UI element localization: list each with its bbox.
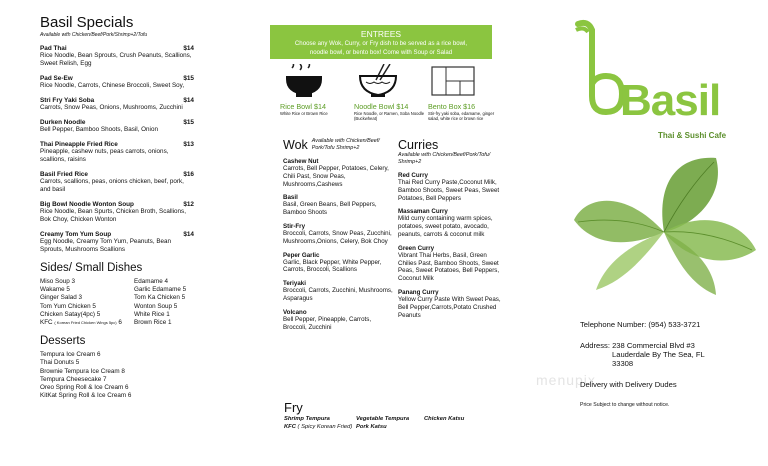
menu-item-description: Carrots, scallions, peas, onions chicken, beef, pork, and basil <box>40 178 184 193</box>
desserts-title: Desserts <box>40 335 86 348</box>
address <box>580 341 756 368</box>
menu-item <box>398 172 502 202</box>
side-item: Edamame 4 <box>134 278 168 285</box>
menu-item <box>283 158 395 188</box>
menu-item-name: Thai Pineapple Fried Rice <box>40 141 118 148</box>
menu-item <box>283 280 395 303</box>
menu-item-description: Carrots, Snow Peas, Onions, Mushrooms, Zucchini <box>40 104 183 111</box>
menu-item-header <box>398 208 502 215</box>
menu-item-price: $14 <box>183 97 194 104</box>
menu-item <box>40 231 194 254</box>
menu-item <box>40 201 194 224</box>
menu-item <box>283 223 395 246</box>
menu-item-description: Rice Noodle, Carrots, Chinese Broccoli, Sweet Soy, <box>40 82 185 89</box>
wok-list <box>283 158 395 331</box>
menu-item-name: Teriyaki <box>283 280 306 288</box>
side-item: Wonton Soup 5 <box>134 302 178 310</box>
menu-item <box>398 208 502 238</box>
menu-item-name: Basil Fried Rice <box>40 171 88 178</box>
menu-item-price: $12 <box>183 201 194 208</box>
noodle-bowl-subtitle: Rice Noodle, or Ramen, Soba Noodle (Buckwheat) <box>354 111 425 121</box>
menu-item <box>40 171 194 194</box>
menu-item-header <box>398 289 502 296</box>
watermark: menupix <box>536 372 596 388</box>
menu-item <box>398 289 502 319</box>
dessert-item: Brownie Tempura Ice Cream 8 <box>40 367 125 375</box>
menu-item-header <box>40 119 194 126</box>
menu-item-price: $13 <box>183 141 194 148</box>
menu-item-description: Bell Pepper, Bamboo Shoots, Basil, Onion <box>40 126 158 133</box>
side-item-kfc <box>40 319 134 327</box>
curries-section <box>398 138 502 319</box>
side-item: Tom Ka Chicken 5 <box>134 294 186 302</box>
menu-item-description: Broccoli, Carrots, Snow Peas, Zucchini, Mushrooms,Onions, Celery, Bok Choy <box>283 229 392 245</box>
dessert-item: KitKat Spring Roll & Ice Cream 6 <box>40 392 132 400</box>
menu-item-header <box>398 245 502 252</box>
curries-availability: Available with Chicken/Beef/Pork/Tofu/ Shrimp+2 <box>398 152 491 165</box>
entrees-banner <box>270 25 492 59</box>
fry-item: Chicken Katsu <box>424 416 465 422</box>
menu-item-description: Mild curry containing warm spices, potatoes, sweet potato, avocado, peanuts, carrots & coconut milk <box>398 215 493 238</box>
address-line1: Address: 238 Commercial Blvd #3 <box>580 341 695 350</box>
menu-item-name: Durken Noodle <box>40 119 86 126</box>
menu-item-price: $15 <box>183 75 194 82</box>
menu-item-header <box>283 252 395 259</box>
bento-box-subtitle: Stir-fry yaki soba, edamame, ginger salad, white rice or brown rice <box>428 111 495 121</box>
bento-box-option <box>428 64 502 121</box>
dessert-item: Tempura Cheesecake 7 <box>40 375 107 383</box>
sides-left-column <box>40 278 134 327</box>
menu-item-header <box>283 223 395 230</box>
menu-item-name: Peper Garlic <box>283 251 320 259</box>
side-item: Garlic Edamame 5 <box>134 286 187 294</box>
menu-item-price: $16 <box>183 171 194 178</box>
menu-item-description: Vibrant Thai Herbs, Basil, Green Chilies Past, Bamboo Shoots, Sweet Peas, Sweet Potatoes, Bell Peppers, Coconut Milk <box>398 251 500 283</box>
side-item: Wakame 5 <box>40 286 70 294</box>
sides-title: Sides/ Small Dishes <box>40 262 143 274</box>
menu-item-description: Yellow Curry Paste With Sweet Peas, Bell Pepper,Carrots,Potato Crushed Peanuts <box>398 295 501 319</box>
menu-item-header <box>40 141 194 148</box>
fry-list <box>284 415 494 431</box>
entrees-description-line1: Choose any Wok, Curry, or Fry dish to be served as a rice bowl, <box>294 40 468 47</box>
rice-bowl-subtitle: White Rice or Brown Rice <box>280 111 328 116</box>
dessert-item: Thai Donuts 5 <box>40 359 80 367</box>
menu-item <box>40 141 194 164</box>
desserts-list <box>40 351 194 400</box>
menu-item-description: Rice Noodle, Bean Spurts, Chicken Broth, Scallions, Bok Choy, Chicken Wonton <box>40 208 186 223</box>
menu-item-name: Panang Curry <box>398 288 439 296</box>
menu-item <box>283 252 395 275</box>
logo-wordmark: Basil <box>620 76 721 125</box>
menu-item-header <box>283 158 395 165</box>
menu-item-description: Garlic, Black Pepper, White Pepper, Carrots, Broccoli, Scallions <box>283 258 382 274</box>
sides-right-column <box>134 278 196 327</box>
logo-tagline: Thai & Sushi Cafe <box>658 131 727 140</box>
kfc-price: 6 <box>118 319 122 327</box>
menu-item <box>40 119 194 134</box>
price-note: Price Subject to change without notice. <box>580 402 670 408</box>
menu-item-description: Broccoli, Carrots, Zucchini, Mushrooms, Asparagus <box>283 287 393 302</box>
menu-item-name: Stri Fry Yaki Soba <box>40 97 95 104</box>
menu-item-name: Pad Thai <box>40 45 67 52</box>
side-item: Tom Yum Chicken 5 <box>40 302 96 310</box>
phone-number: Telephone Number: (954) 533-3721 <box>580 320 701 329</box>
wok-section <box>283 138 395 331</box>
side-item: Miso Soup 3 <box>40 278 76 285</box>
rice-bowl-option <box>280 64 354 116</box>
bento-box-title: Bento Box $16 <box>428 102 476 111</box>
menu-item <box>398 245 502 283</box>
menu-item-description: Rice Noodle, Bean Sprouts, Crush Peanuts, Scallions, Sweet Relish, Egg <box>40 52 192 67</box>
rice-bowl-title: Rice Bowl $14 <box>280 102 326 111</box>
specials-availability: Available with Chicken/Beef/Pork/Shrimp+2/Tofu <box>40 32 148 38</box>
menu-item-name: Creamy Tom Yum Soup <box>40 231 112 238</box>
fry-section <box>284 400 494 431</box>
menu-item-name: Volcano <box>283 308 307 316</box>
fry-kfc-note: ( Spicy Korean Fried) <box>297 424 353 430</box>
menu-item-description: Pineapple, cashew nuts, peas carrots, onions, scallions, raisins <box>40 148 169 163</box>
menu-item-header <box>40 97 194 104</box>
dessert-item: Tempura Ice Cream 6 <box>40 351 101 359</box>
menu-item-name: Big Bowl Noodle Wonton Soup <box>40 201 134 208</box>
fry-item-kfc <box>284 423 356 431</box>
menu-item <box>40 97 194 112</box>
menu-item-description: Bell Pepper, Pineapple, Carrots, Broccoli, Zucchini <box>283 315 372 331</box>
wok-availability: Available with Chicken/Beef/ Pork/Tofu Shrimp+2 <box>311 138 380 151</box>
noodle-bowl-title: Noodle Bowl $14 <box>354 102 409 111</box>
menu-item-description: Egg Noodle, Creamy Tom Yum, Peanuts, Bean Sprouts, Mushrooms Scallions <box>40 238 172 253</box>
menu-item-description: Carrots, Bell Pepper, Potatoes, Celery, Chili Past, Snow Peas, Mushrooms,Cashews <box>283 165 389 188</box>
menu-item-header <box>283 194 395 201</box>
address-line3: 33308 <box>612 359 634 368</box>
menu-item-price: $14 <box>183 231 194 238</box>
menu-item-header <box>398 172 502 179</box>
menu-item-name: Stir-Fry <box>283 222 306 230</box>
menu-item-header <box>283 280 395 287</box>
menu-item-description: Thai Red Curry Paste,Coconut Milk, Bamboo Shoots, Sweet Peas, Sweet Potatoes, Bell Peppers <box>398 179 500 202</box>
side-item: Brown Rice 1 <box>134 319 172 327</box>
entree-options <box>280 64 500 134</box>
menu-item-price: $14 <box>183 45 194 52</box>
specials-title: Basil Specials <box>40 14 134 31</box>
side-item: Chicken Satay(4pc) 5 <box>40 310 101 318</box>
side-item: Ginger Salad 3 <box>40 294 83 302</box>
menu-item-name: Basil <box>283 194 298 202</box>
basil-logo <box>572 16 748 141</box>
menu-item-name: Pad Se-Ew <box>40 75 73 82</box>
menu-item-header <box>40 171 194 178</box>
rice-bowl-icon <box>280 64 330 98</box>
specials-list <box>40 45 194 254</box>
wok-title: Wok <box>283 138 308 152</box>
menu-item-header <box>40 45 194 52</box>
menu-item-header <box>283 309 395 316</box>
dessert-item: Oreo Spring Roll & Ice Cream 6 <box>40 384 129 392</box>
menu-item-name: Massaman Curry <box>398 208 448 216</box>
fry-item: Pork Katsu <box>356 424 387 430</box>
left-column <box>40 0 194 400</box>
fry-item: Vegetable Tempura <box>356 416 410 422</box>
sides-list <box>40 278 194 327</box>
fry-item: Shrimp Tempura <box>284 416 330 422</box>
menu-item-name: Red Curry <box>398 172 428 179</box>
menu-item-price: $15 <box>183 119 194 126</box>
menu-item <box>40 45 194 68</box>
delivery-info: Delivery with Delivery Dudes <box>580 380 677 389</box>
curries-title: Curries <box>398 138 439 152</box>
menu-item-name: Green Curry <box>398 244 435 252</box>
menu-item-header <box>40 231 194 238</box>
menu-item-header <box>40 75 194 82</box>
kfc-note: ( Korean Fried Chicken Wings 5pc) <box>54 320 117 326</box>
menu-item-header <box>40 201 194 208</box>
kfc-label: KFC <box>40 319 53 327</box>
noodle-bowl-icon <box>354 64 404 98</box>
menu-item <box>283 309 395 332</box>
noodle-bowl-option <box>354 64 428 121</box>
entrees-title: ENTREES <box>360 29 402 39</box>
address-line2: Lauderdale By The Sea, FL <box>612 350 705 359</box>
fry-title: Fry <box>284 400 303 415</box>
contact-info <box>580 320 756 422</box>
basil-leaves-image <box>566 150 762 300</box>
menu-item-description: Basil, Green Beans, Bell Peppers, Bamboo Shoots <box>283 201 377 217</box>
fry-kfc-label: KFC <box>284 424 296 430</box>
entrees-description-line2: noodle bowl, or bento box! Come with Soup or Salad <box>309 48 453 56</box>
curries-list <box>398 172 502 319</box>
menu-item <box>40 75 194 90</box>
side-item: White Rice 1 <box>134 310 170 318</box>
menu-item <box>283 194 395 217</box>
bento-box-icon <box>428 64 478 98</box>
menu-item-name: Cashew Nut <box>283 158 319 165</box>
